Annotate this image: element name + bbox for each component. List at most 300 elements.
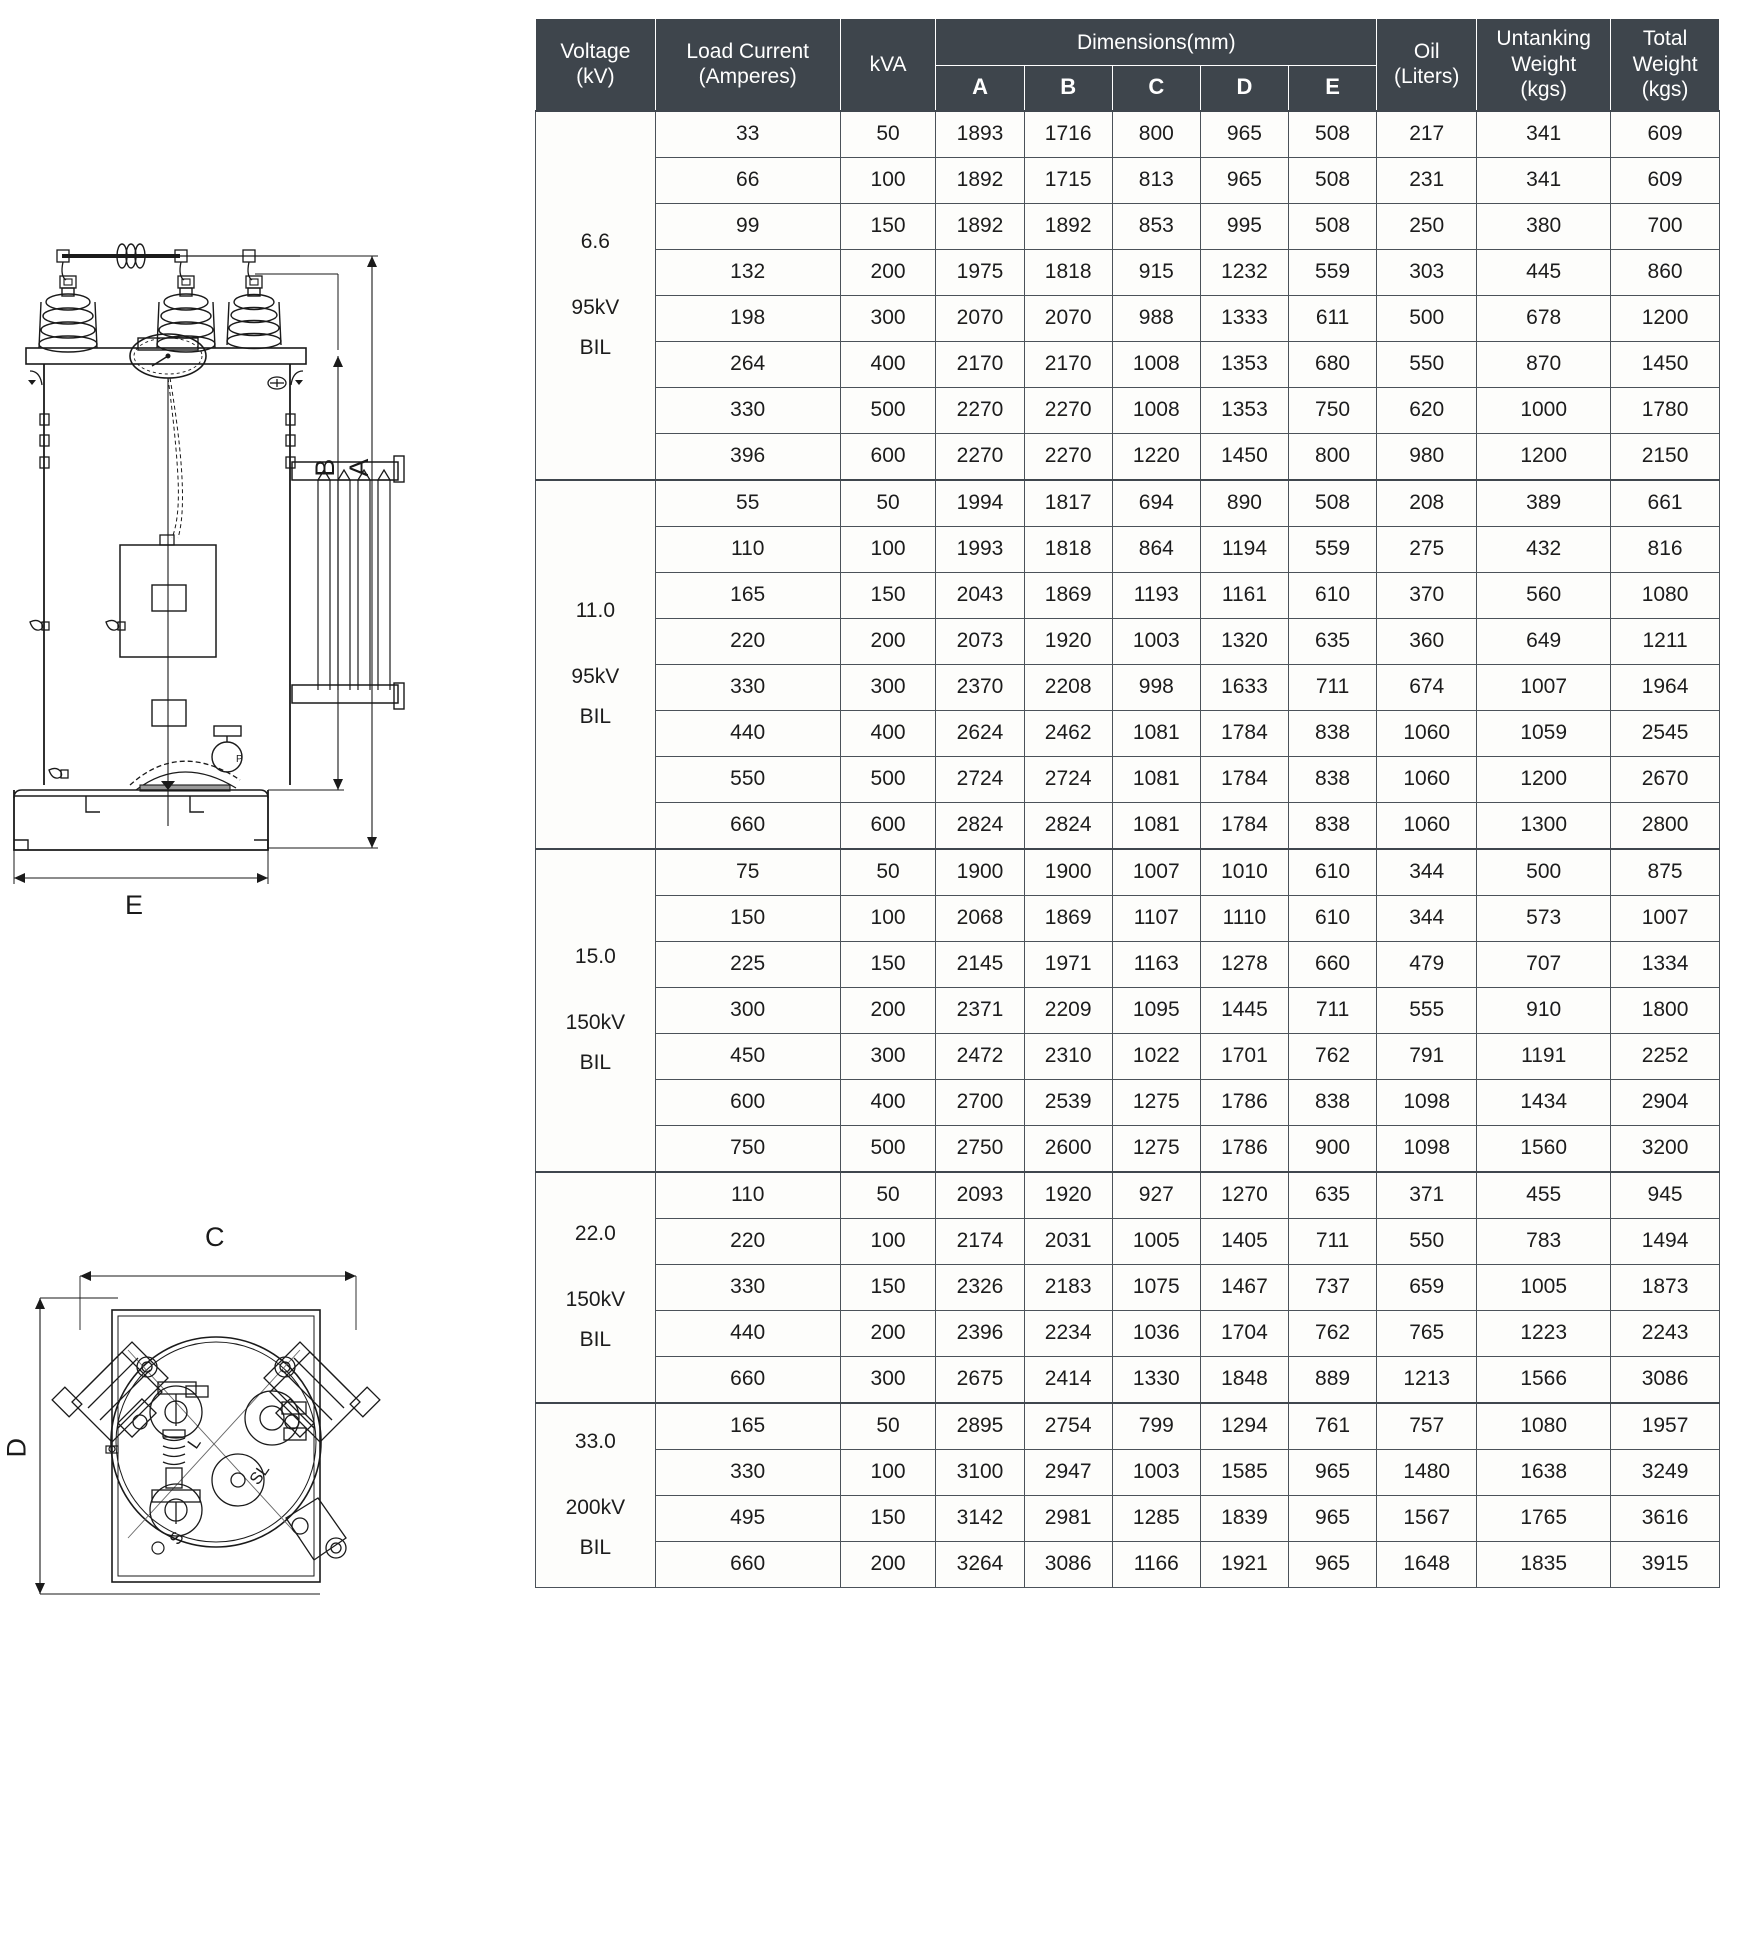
- cell-dim-b: 2031: [1024, 1218, 1112, 1264]
- header-oil-line1: Oil: [1413, 39, 1440, 63]
- transformer-specification-table: [535, 18, 1720, 1588]
- cell-dim-e: 838: [1289, 1079, 1377, 1125]
- header-untanking-line2: Weight: [1511, 52, 1577, 76]
- cell-dim-e: 838: [1289, 756, 1377, 802]
- cell-dim-a: 2472: [936, 1033, 1024, 1079]
- cell-dim-e: 610: [1289, 849, 1377, 896]
- cell-dim-a: 2070: [936, 295, 1024, 341]
- cell-kva: 300: [840, 1033, 936, 1079]
- cell-kva: 500: [840, 1125, 936, 1172]
- cell-dim-e: 508: [1289, 111, 1377, 158]
- cell-dim-b: 2270: [1024, 433, 1112, 480]
- table-row: [536, 480, 1720, 527]
- cell-dim-c: 1095: [1112, 987, 1200, 1033]
- cell-oil: 1060: [1377, 756, 1477, 802]
- cell-load-current: 132: [655, 249, 840, 295]
- cell-dim-e: 762: [1289, 1033, 1377, 1079]
- cell-untanking-weight: 1835: [1477, 1541, 1611, 1587]
- cell-dim-d: 1848: [1200, 1356, 1288, 1403]
- transformer-elevation-view: [0, 230, 470, 950]
- cell-kva: 100: [840, 157, 936, 203]
- dimension-label-d: D: [1, 1437, 32, 1458]
- cell-dim-b: 1869: [1024, 895, 1112, 941]
- cell-dim-b: 3086: [1024, 1541, 1112, 1587]
- cell-kva: 300: [840, 295, 936, 341]
- cell-dim-a: 2675: [936, 1356, 1024, 1403]
- cell-dim-e: 635: [1289, 1172, 1377, 1219]
- cell-load-current: 330: [655, 387, 840, 433]
- cell-untanking-weight: 1560: [1477, 1125, 1611, 1172]
- table-header: [536, 19, 1720, 111]
- header-dim-b: B: [1024, 65, 1112, 110]
- cell-dim-c: 1275: [1112, 1079, 1200, 1125]
- cell-untanking-weight: 341: [1477, 111, 1611, 158]
- cell-untanking-weight: 910: [1477, 987, 1611, 1033]
- cell-dim-e: 611: [1289, 295, 1377, 341]
- cell-untanking-weight: 1000: [1477, 387, 1611, 433]
- cell-dim-d: 1161: [1200, 572, 1288, 618]
- cell-oil: 231: [1377, 157, 1477, 203]
- cell-kva: 200: [840, 618, 936, 664]
- bil-label: BIL: [579, 1328, 612, 1352]
- voltage-value: 22.0: [574, 1222, 616, 1246]
- cell-dim-d: 890: [1200, 480, 1288, 527]
- cell-total-weight: 875: [1611, 849, 1720, 896]
- cell-load-current: 110: [655, 1172, 840, 1219]
- table-row: [536, 1541, 1720, 1587]
- cell-untanking-weight: 560: [1477, 572, 1611, 618]
- table-row: [536, 1079, 1720, 1125]
- cell-kva: 50: [840, 1403, 936, 1450]
- cell-dim-a: 2170: [936, 341, 1024, 387]
- cell-load-current: 110: [655, 526, 840, 572]
- cell-dim-a: 1900: [936, 849, 1024, 896]
- cell-dim-d: 965: [1200, 111, 1288, 158]
- elevation-svg: [0, 230, 470, 950]
- cell-total-weight: 945: [1611, 1172, 1720, 1219]
- table-row: [536, 664, 1720, 710]
- cell-untanking-weight: 1080: [1477, 1403, 1611, 1450]
- cell-kva: 400: [840, 710, 936, 756]
- cell-dim-d: 1194: [1200, 526, 1288, 572]
- cell-dim-a: 2068: [936, 895, 1024, 941]
- cell-dim-a: 2371: [936, 987, 1024, 1033]
- cell-dim-c: 1005: [1112, 1218, 1200, 1264]
- cell-untanking-weight: 573: [1477, 895, 1611, 941]
- cell-kva: 500: [840, 756, 936, 802]
- cell-dim-e: 762: [1289, 1310, 1377, 1356]
- cell-dim-e: 838: [1289, 710, 1377, 756]
- cell-dim-a: 2370: [936, 664, 1024, 710]
- cell-oil: 1213: [1377, 1356, 1477, 1403]
- header-voltage: [536, 19, 656, 111]
- cell-kva: 600: [840, 433, 936, 480]
- cell-load-current: 55: [655, 480, 840, 527]
- cell-dim-e: 635: [1289, 618, 1377, 664]
- cell-dim-c: 1285: [1112, 1495, 1200, 1541]
- cell-oil: 791: [1377, 1033, 1477, 1079]
- cell-oil: 370: [1377, 572, 1477, 618]
- cell-dim-e: 508: [1289, 480, 1377, 527]
- cell-untanking-weight: 1638: [1477, 1449, 1611, 1495]
- cell-dim-b: 2310: [1024, 1033, 1112, 1079]
- cell-untanking-weight: 1200: [1477, 433, 1611, 480]
- cell-dim-c: 800: [1112, 111, 1200, 158]
- dimension-label-a: A: [343, 458, 374, 477]
- bil-rating: 200kV: [565, 1496, 626, 1520]
- cell-dim-a: 2270: [936, 387, 1024, 433]
- dimension-label-e: E: [125, 890, 144, 920]
- cell-dim-d: 1784: [1200, 756, 1288, 802]
- table-row: [536, 1449, 1720, 1495]
- cell-dim-e: 610: [1289, 895, 1377, 941]
- cell-oil: 1567: [1377, 1495, 1477, 1541]
- cell-dim-c: 1081: [1112, 802, 1200, 849]
- cell-kva: 100: [840, 895, 936, 941]
- voltage-group-cell: [536, 1172, 656, 1403]
- table-row: [536, 1218, 1720, 1264]
- bil-label: BIL: [579, 1051, 612, 1075]
- cell-oil: 275: [1377, 526, 1477, 572]
- cell-dim-e: 750: [1289, 387, 1377, 433]
- cell-oil: 303: [1377, 249, 1477, 295]
- table-row: [536, 526, 1720, 572]
- cell-dim-a: 3264: [936, 1541, 1024, 1587]
- bil-label: BIL: [579, 705, 612, 729]
- cell-dim-b: 1869: [1024, 572, 1112, 618]
- cell-dim-e: 761: [1289, 1403, 1377, 1450]
- cell-total-weight: 700: [1611, 203, 1720, 249]
- table-row: [536, 618, 1720, 664]
- cell-oil: 344: [1377, 895, 1477, 941]
- cell-oil: 980: [1377, 433, 1477, 480]
- cell-load-current: 660: [655, 1541, 840, 1587]
- voltage-value: 6.6: [580, 230, 610, 254]
- header-voltage-line1: Voltage: [560, 39, 631, 63]
- table-row: [536, 433, 1720, 480]
- cell-dim-a: 2895: [936, 1403, 1024, 1450]
- voltage-group-cell: [536, 111, 656, 480]
- cell-kva: 200: [840, 987, 936, 1033]
- cell-dim-c: 1163: [1112, 941, 1200, 987]
- cell-dim-d: 1467: [1200, 1264, 1288, 1310]
- cell-dim-e: 508: [1289, 203, 1377, 249]
- cell-total-weight: 1007: [1611, 895, 1720, 941]
- cell-dim-b: 1716: [1024, 111, 1112, 158]
- cell-kva: 300: [840, 1356, 936, 1403]
- cell-untanking-weight: 445: [1477, 249, 1611, 295]
- cell-dim-d: 1010: [1200, 849, 1288, 896]
- cell-untanking-weight: 870: [1477, 341, 1611, 387]
- cell-load-current: 66: [655, 157, 840, 203]
- cell-oil: 1060: [1377, 710, 1477, 756]
- cell-kva: 50: [840, 111, 936, 158]
- cell-load-current: 165: [655, 572, 840, 618]
- cell-dim-b: 2270: [1024, 387, 1112, 433]
- cell-total-weight: 1211: [1611, 618, 1720, 664]
- cell-kva: 100: [840, 1218, 936, 1264]
- table-row: [536, 1356, 1720, 1403]
- header-load-line2: (Amperes): [698, 65, 797, 89]
- table-row: [536, 1495, 1720, 1541]
- bil-label: BIL: [579, 336, 612, 360]
- voltage-spacer: [539, 1254, 652, 1280]
- cell-load-current: 264: [655, 341, 840, 387]
- cell-kva: 50: [840, 849, 936, 896]
- cell-total-weight: 3200: [1611, 1125, 1720, 1172]
- cell-oil: 500: [1377, 295, 1477, 341]
- cell-dim-d: 1701: [1200, 1033, 1288, 1079]
- cell-dim-a: 2145: [936, 941, 1024, 987]
- bil-rating: 150kV: [565, 1288, 626, 1312]
- cell-dim-c: 1166: [1112, 1541, 1200, 1587]
- cell-kva: 600: [840, 802, 936, 849]
- header-dim-d: D: [1200, 65, 1288, 110]
- cell-total-weight: 661: [1611, 480, 1720, 527]
- cell-dim-d: 1784: [1200, 710, 1288, 756]
- cell-dim-a: 2700: [936, 1079, 1024, 1125]
- table-body: [536, 111, 1720, 1588]
- cell-dim-c: 799: [1112, 1403, 1200, 1450]
- cell-untanking-weight: 1007: [1477, 664, 1611, 710]
- cell-dim-e: 965: [1289, 1541, 1377, 1587]
- header-total-weight: [1611, 19, 1720, 111]
- header-voltage-line2: (kV): [576, 65, 615, 89]
- cell-dim-a: 2174: [936, 1218, 1024, 1264]
- cell-load-current: 225: [655, 941, 840, 987]
- cell-dim-e: 680: [1289, 341, 1377, 387]
- header-total-line2: Weight: [1632, 52, 1698, 76]
- cell-load-current: 33: [655, 111, 840, 158]
- cell-load-current: 600: [655, 1079, 840, 1125]
- cell-dim-c: 1193: [1112, 572, 1200, 618]
- cell-dim-c: 1081: [1112, 756, 1200, 802]
- cell-oil: 659: [1377, 1264, 1477, 1310]
- cell-dim-e: 737: [1289, 1264, 1377, 1310]
- cell-dim-e: 610: [1289, 572, 1377, 618]
- cell-dim-c: 1275: [1112, 1125, 1200, 1172]
- cell-total-weight: 1873: [1611, 1264, 1720, 1310]
- cell-untanking-weight: 707: [1477, 941, 1611, 987]
- header-oil: [1377, 19, 1477, 111]
- cell-load-current: 660: [655, 802, 840, 849]
- cell-load-current: 450: [655, 1033, 840, 1079]
- header-kva: kVA: [840, 19, 936, 111]
- cell-dim-a: 2750: [936, 1125, 1024, 1172]
- cell-kva: 150: [840, 1264, 936, 1310]
- cell-dim-a: 1994: [936, 480, 1024, 527]
- cell-dim-e: 900: [1289, 1125, 1377, 1172]
- cell-dim-c: 998: [1112, 664, 1200, 710]
- cell-load-current: 198: [655, 295, 840, 341]
- cell-oil: 479: [1377, 941, 1477, 987]
- cell-dim-b: 1920: [1024, 1172, 1112, 1219]
- cell-total-weight: 1780: [1611, 387, 1720, 433]
- cell-dim-e: 559: [1289, 526, 1377, 572]
- cell-dim-e: 965: [1289, 1495, 1377, 1541]
- cell-dim-d: 1921: [1200, 1541, 1288, 1587]
- cell-dim-a: 1893: [936, 111, 1024, 158]
- header-oil-line2: (Liters): [1394, 65, 1460, 89]
- cell-dim-b: 2600: [1024, 1125, 1112, 1172]
- cell-untanking-weight: 380: [1477, 203, 1611, 249]
- cell-dim-c: 1007: [1112, 849, 1200, 896]
- cell-dim-a: 2724: [936, 756, 1024, 802]
- cell-dim-c: 1003: [1112, 618, 1200, 664]
- cell-untanking-weight: 500: [1477, 849, 1611, 896]
- cell-total-weight: 2545: [1611, 710, 1720, 756]
- cell-load-current: 330: [655, 1264, 840, 1310]
- cell-dim-d: 1333: [1200, 295, 1288, 341]
- cell-load-current: 396: [655, 433, 840, 480]
- cell-dim-e: 559: [1289, 249, 1377, 295]
- svg-text:P: P: [236, 754, 243, 765]
- cell-dim-c: 1036: [1112, 1310, 1200, 1356]
- header-untanking-line1: Untanking: [1496, 27, 1591, 50]
- cell-load-current: 550: [655, 756, 840, 802]
- cell-dim-d: 1585: [1200, 1449, 1288, 1495]
- cell-dim-b: 1715: [1024, 157, 1112, 203]
- cell-total-weight: 860: [1611, 249, 1720, 295]
- cell-dim-a: 2396: [936, 1310, 1024, 1356]
- cell-dim-b: 1900: [1024, 849, 1112, 896]
- cell-untanking-weight: 1434: [1477, 1079, 1611, 1125]
- cell-untanking-weight: 1765: [1477, 1495, 1611, 1541]
- header-total-line3: (kgs): [1641, 78, 1689, 102]
- cell-dim-a: 2073: [936, 618, 1024, 664]
- dimension-label-c: C: [205, 1222, 225, 1252]
- cell-dim-b: 2947: [1024, 1449, 1112, 1495]
- cell-oil: 1648: [1377, 1541, 1477, 1587]
- cell-load-current: 660: [655, 1356, 840, 1403]
- cell-dim-d: 1445: [1200, 987, 1288, 1033]
- cell-dim-e: 711: [1289, 664, 1377, 710]
- table-row: [536, 387, 1720, 433]
- cell-load-current: 330: [655, 664, 840, 710]
- header-dimensions-group: Dimensions(mm): [936, 19, 1377, 66]
- cell-total-weight: 609: [1611, 157, 1720, 203]
- cell-oil: 1480: [1377, 1449, 1477, 1495]
- cell-dim-b: 1818: [1024, 249, 1112, 295]
- table-row: [536, 295, 1720, 341]
- cell-kva: 200: [840, 1310, 936, 1356]
- cell-oil: 371: [1377, 1172, 1477, 1219]
- cell-total-weight: 2243: [1611, 1310, 1720, 1356]
- cell-dim-b: 1971: [1024, 941, 1112, 987]
- dimension-label-b: B: [309, 458, 340, 477]
- cell-load-current: 330: [655, 1449, 840, 1495]
- cell-oil: 620: [1377, 387, 1477, 433]
- cell-kva: 150: [840, 203, 936, 249]
- cell-dim-c: 694: [1112, 480, 1200, 527]
- table-row: [536, 572, 1720, 618]
- cell-total-weight: 3086: [1611, 1356, 1720, 1403]
- cell-dim-c: 1008: [1112, 387, 1200, 433]
- header-total-line1: Total: [1642, 27, 1688, 50]
- cell-total-weight: 2904: [1611, 1079, 1720, 1125]
- cell-dim-c: 988: [1112, 295, 1200, 341]
- cell-untanking-weight: 1005: [1477, 1264, 1611, 1310]
- cell-untanking-weight: 649: [1477, 618, 1611, 664]
- header-row-1: [536, 19, 1720, 66]
- cell-untanking-weight: 1200: [1477, 756, 1611, 802]
- cell-dim-e: 711: [1289, 987, 1377, 1033]
- cell-load-current: 165: [655, 1403, 840, 1450]
- cell-total-weight: 2252: [1611, 1033, 1720, 1079]
- cell-oil: 550: [1377, 1218, 1477, 1264]
- voltage-value: 11.0: [575, 599, 616, 623]
- table-row: [536, 1403, 1720, 1450]
- transformer-plan-view: [0, 1180, 470, 1820]
- cell-oil: 757: [1377, 1403, 1477, 1450]
- cell-untanking-weight: 1191: [1477, 1033, 1611, 1079]
- cell-untanking-weight: 1300: [1477, 802, 1611, 849]
- cell-dim-d: 1270: [1200, 1172, 1288, 1219]
- cell-load-current: 99: [655, 203, 840, 249]
- cell-kva: 200: [840, 1541, 936, 1587]
- cell-dim-b: 2824: [1024, 802, 1112, 849]
- cell-dim-d: 1278: [1200, 941, 1288, 987]
- cell-dim-b: 2170: [1024, 341, 1112, 387]
- cell-dim-a: 2270: [936, 433, 1024, 480]
- bil-rating: 95kV: [571, 665, 620, 689]
- table-row: [536, 710, 1720, 756]
- header-dim-e: E: [1289, 65, 1377, 110]
- voltage-spacer: [539, 262, 652, 288]
- table-row: [536, 987, 1720, 1033]
- cell-dim-d: 1786: [1200, 1125, 1288, 1172]
- cell-dim-a: 3100: [936, 1449, 1024, 1495]
- cell-total-weight: 1200: [1611, 295, 1720, 341]
- cell-dim-c: 853: [1112, 203, 1200, 249]
- cell-dim-a: 2624: [936, 710, 1024, 756]
- cell-dim-c: 813: [1112, 157, 1200, 203]
- header-dim-a: A: [936, 65, 1024, 110]
- voltage-spacer: [539, 1462, 652, 1488]
- table-row: [536, 1125, 1720, 1172]
- cell-dim-b: 1817: [1024, 480, 1112, 527]
- cell-dim-c: 864: [1112, 526, 1200, 572]
- cell-kva: 400: [840, 1079, 936, 1125]
- cell-dim-d: 1232: [1200, 249, 1288, 295]
- cell-load-current: 440: [655, 710, 840, 756]
- voltage-group-cell: [536, 849, 656, 1172]
- specification-table-container: [535, 18, 1720, 1588]
- voltage-value: 33.0: [574, 1430, 616, 1454]
- cell-dim-d: 965: [1200, 157, 1288, 203]
- cell-untanking-weight: 1566: [1477, 1356, 1611, 1403]
- cell-dim-a: 1892: [936, 203, 1024, 249]
- header-untanking-weight: [1477, 19, 1611, 111]
- cell-dim-b: 2754: [1024, 1403, 1112, 1450]
- cell-load-current: 750: [655, 1125, 840, 1172]
- cell-kva: 500: [840, 387, 936, 433]
- voltage-spacer: [539, 631, 652, 657]
- cell-dim-a: 1975: [936, 249, 1024, 295]
- cell-dim-b: 2209: [1024, 987, 1112, 1033]
- table-row: [536, 756, 1720, 802]
- table-row: [536, 203, 1720, 249]
- cell-load-current: 220: [655, 1218, 840, 1264]
- cell-total-weight: 1334: [1611, 941, 1720, 987]
- cell-dim-a: 2043: [936, 572, 1024, 618]
- cell-oil: 1098: [1377, 1079, 1477, 1125]
- svg-text:L: L: [183, 1433, 205, 1453]
- cell-oil: 344: [1377, 849, 1477, 896]
- cell-dim-a: 3142: [936, 1495, 1024, 1541]
- table-row: [536, 111, 1720, 158]
- plan-svg: [0, 1180, 470, 1820]
